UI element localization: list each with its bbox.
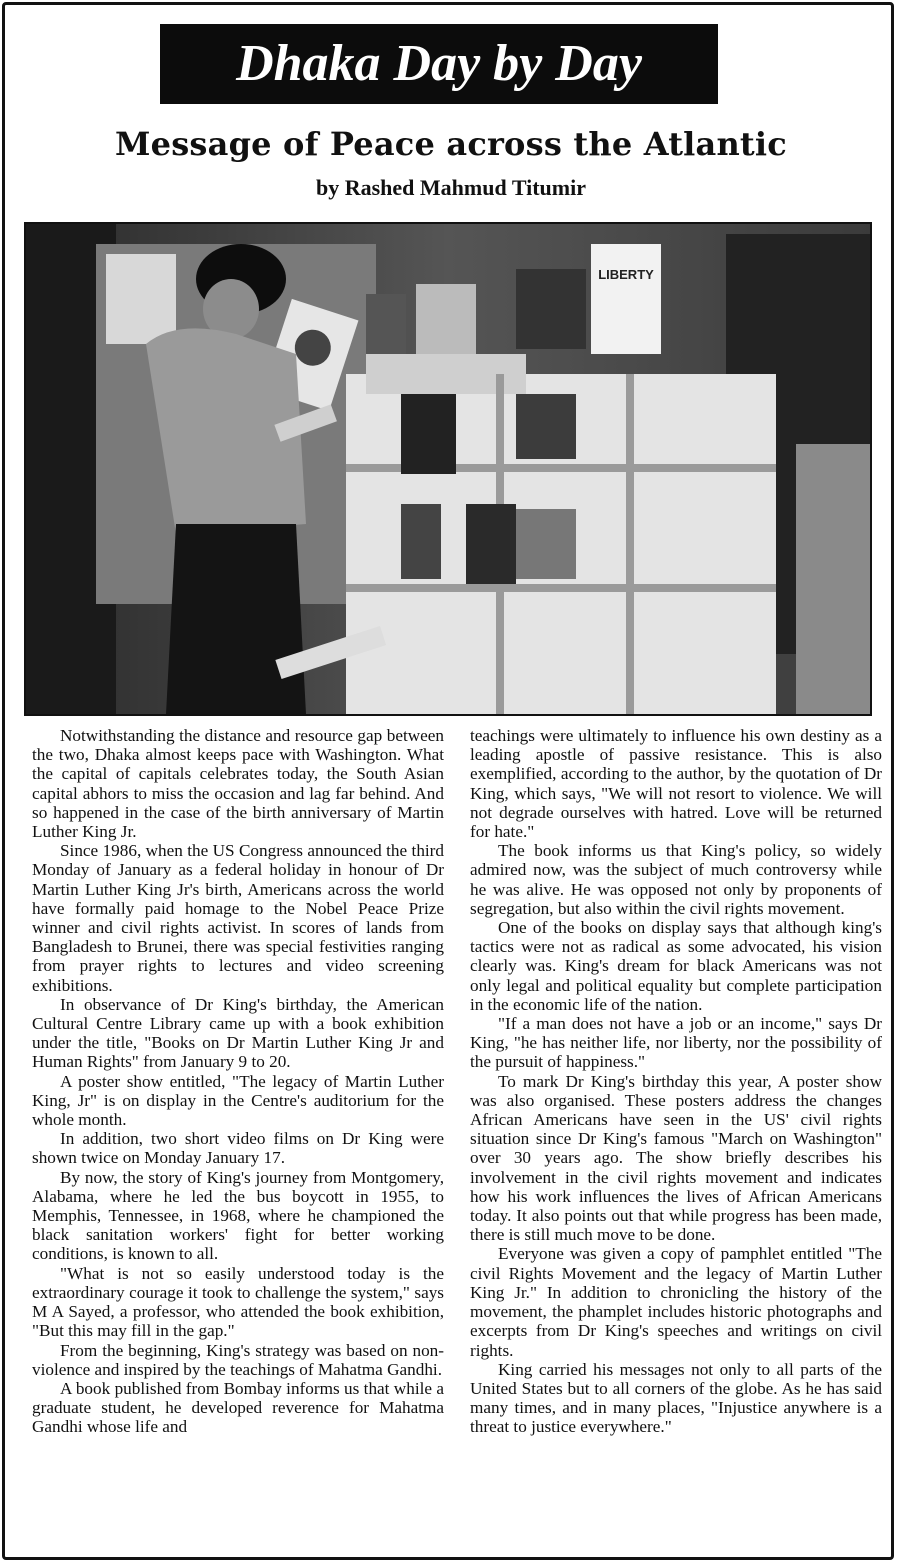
article-column-left	[32, 726, 444, 1437]
article-paragraph: By now, the story of King's journey from Montgomery, Alabama, where he led the bus boycott in 1955, to Memphis, Tennessee, in 1968, where he championed the black sanitation workers' fight for better working conditions, is known to all.	[32, 1167, 444, 1264]
article-paragraph: "What is not so easily understood today is the extraordinary courage it took to challenge the system," says M A Sayed, a professor, who attended the book exhibition, "But this may fill in the gap."	[32, 1263, 444, 1341]
article-paragraph: Since 1986, when the US Congress announced the third Monday of January as a federal holiday in honour of Dr Martin Luther King Jr's birth, Americans across the world have formally paid homage to the Nobel Peace Prize winner and civil rights activist. In scores of lands from Bangladesh to Brunei, there was special festivities ranging from prayer rights to lectures and video screening exhibitions.	[32, 841, 444, 995]
article-headline: Message of Peace across the Atlantic	[115, 125, 787, 163]
article-paragraph: In addition, two short video films on Dr King were shown twice on Monday January 17.	[32, 1129, 444, 1168]
article-paragraph: One of the books on display says that although king's tactics were not as radical as some advocated, his vision clearly was. King's dream for black Americans was not only legal and political equality but complete participation in the economic life of the nation.	[470, 918, 882, 1014]
article-column-right	[470, 726, 882, 1437]
book-cover-text: LIBERTY	[598, 267, 654, 282]
exhibition-photo-illustration	[26, 224, 870, 714]
article-paragraph: From the beginning, King's strategy was based on non-violence and inspired by the teachings of Mahatma Gandhi.	[32, 1340, 444, 1379]
article-paragraph: A poster show entitled, "The legacy of Martin Luther King, Jr" is on display in the Centre's auditorium for the whole month.	[32, 1071, 444, 1130]
article-paragraph: To mark Dr King's birthday this year, A poster show was also organised. These posters address the changes African Americans have seen in the US' civil rights situation since Dr King's famous "March on Washington" over 30 years ago. The show briefly describes his involvement in the civil rights movement and indicates how his work influences the lives of African Americans today. It also points out that while progress has been made, there is still much move to be done.	[470, 1071, 882, 1245]
article-paragraph: In observance of Dr King's birthday, the American Cultural Centre Library came up with a book exhibition under the title, "Books on Dr Martin Luther King Jr and Human Rights" from January 9 to 20.	[32, 994, 444, 1072]
article-paragraph: A book published from Bombay informs us that while a graduate student, he developed reverence for Mahatma Gandhi whose life and	[32, 1378, 444, 1437]
article-paragraph: Everyone was given a copy of pamphlet entitled "The civil Rights Movement and the legacy of Martin Luther King Jr." In addition to chronicling the history of the movement, the phamplet includes historic photographs and excerpts from Dr King's speeches and writings on civil rights.	[470, 1244, 882, 1360]
article-photo	[24, 222, 872, 716]
article-paragraph: "If a man does not have a job or an income," says Dr King, "he has neither life, nor liberty, nor the possibility of the pursuit of happiness."	[470, 1014, 882, 1072]
article-paragraph: King carried his messages not only to all parts of the United States but to all corners of the globe. As he has said many times, and in many places, "Injustice anywhere is a threat to justice everywhere."	[470, 1359, 882, 1437]
section-masthead: Dhaka Day by Day	[160, 24, 718, 104]
article-paragraph: teachings were ultimately to influence his own destiny as a leading apostle of passive resistance. This is also exemplified, according to the author, by the quotation of Dr King, which says, "We will not resort to violence. We will not degrade ourselves with hatred. Love will be returned for hate."	[470, 726, 882, 842]
article-byline: by Rashed Mahmud Titumir	[316, 175, 586, 200]
article-paragraph: Notwithstanding the distance and resource gap between the two, Dhaka almost keeps pace with Washington. What the capital of capitals celebrates today, the South Asian capital abhors to miss the occasion and lag far behind. And so happened in the case of the birth anniversary of Martin Luther King Jr.	[32, 726, 444, 842]
article-paragraph: The book informs us that King's policy, so widely admired now, was the subject of much controversy while he was alive. He was opposed not only by proponents of segregation, but also within the civil rights movement.	[470, 841, 882, 918]
